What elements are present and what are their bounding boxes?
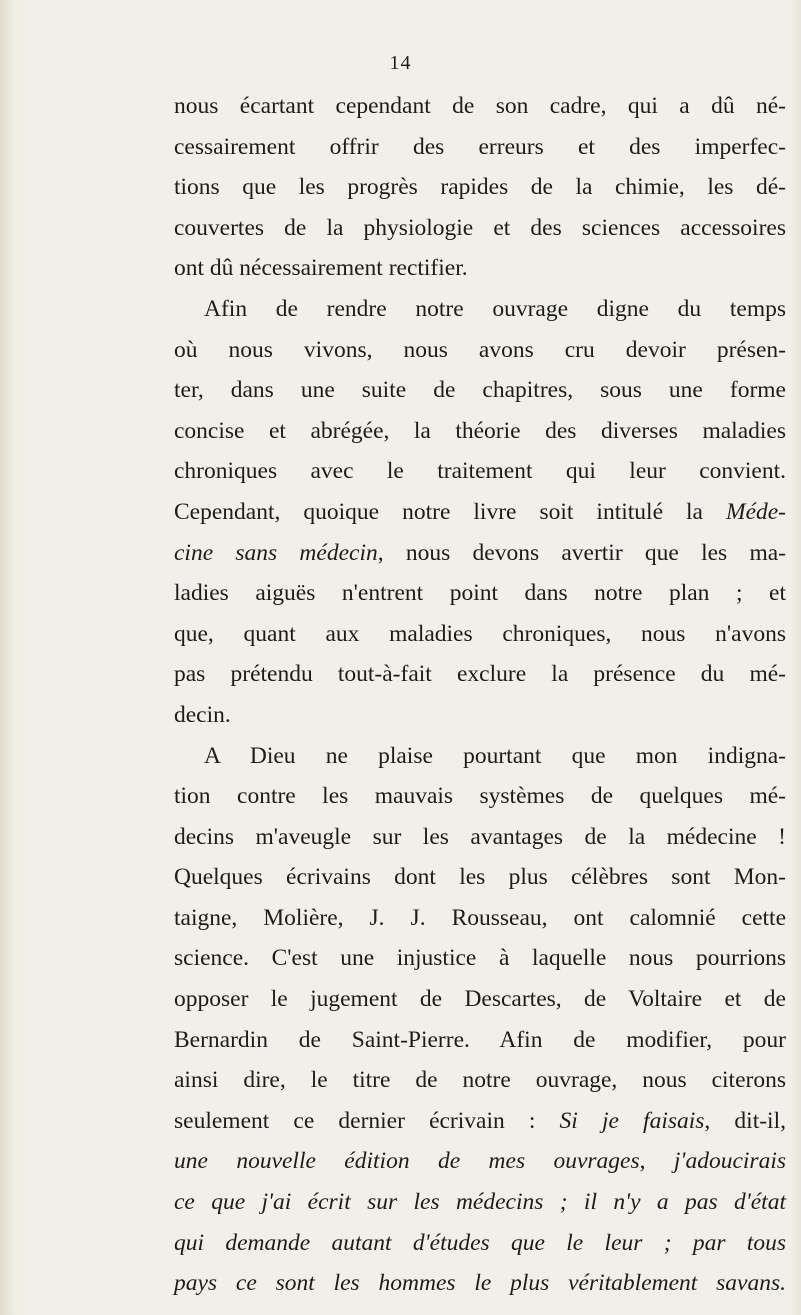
italic-quote: pays ce sont les hommes le plus véritablement savans. [174, 1270, 786, 1297]
paragraph-start: A Dieu ne plaise pourtant que mon indigna- [204, 742, 786, 769]
text-line: opposer le jugement de Descartes, de Voltaire et de [174, 986, 786, 1013]
text-line: ont dû nécessairement rectifier. [174, 255, 468, 282]
italic-quote: Si je faisais [559, 1107, 705, 1134]
italic-title: Méde- [726, 498, 787, 525]
text-line: Cependant, quoique notre livre soit intitulé la Méde- [174, 498, 787, 525]
text-line: couvertes de la physiologie et des sciences accessoires [174, 214, 786, 241]
text-line: tion contre les mauvais systèmes de quelques mé- [174, 783, 786, 810]
page-number: 14 [389, 52, 412, 74]
italic-quote: ce que j'ai écrit sur les médecins ; il n'y a pas d'état [174, 1189, 786, 1216]
text-line: concise et abrégée, la théorie des diverses maladies [174, 417, 786, 444]
text-line: science. C'est une injustice à laquelle nous pourrions [174, 945, 786, 972]
text-line: taigne, Molière, J. J. Rousseau, ont calomnié cette [174, 904, 786, 931]
italic-title: cine sans médecin [174, 539, 378, 566]
text-line: pas prétendu tout-à-fait exclure la présence du mé- [174, 661, 786, 688]
text-line: tions que les progrès rapides de la chimie, les dé- [174, 174, 786, 201]
italic-quote: une nouvelle édition de mes ouvrages [174, 1148, 640, 1175]
text-line: cine sans médecin, nous devons avertir que les ma- [174, 539, 786, 566]
text-line: Bernardin de Saint-Pierre. Afin de modifier, pour [174, 1026, 786, 1053]
text-line: une nouvelle édition de mes ouvrages, j'adoucirais [174, 1148, 786, 1175]
text-line: que, quant aux maladies chroniques, nous n'avons [174, 620, 786, 647]
text-line: cessairement offrir des erreurs et des imperfec- [174, 133, 786, 160]
paragraph-start: Afin de rendre notre ouvrage digne du temps [204, 295, 786, 322]
text-line: decins m'aveugle sur les avantages de la médecine ! [174, 823, 786, 850]
text-line: ladies aiguës n'entrent point dans notre plan ; et [174, 580, 786, 607]
text-line: chroniques avec le traitement qui leur convient. [174, 458, 786, 485]
text-line: où nous vivons, nous avons cru devoir présen- [174, 336, 786, 363]
text-line: ainsi dire, le titre de notre ouvrage, nous citerons [174, 1067, 786, 1094]
text-line: ter, dans une suite de chapitres, sous une forme [174, 377, 786, 404]
text-line: Quelques écrivains dont les plus célèbres sont Mon- [174, 864, 786, 891]
text-line: decin. [174, 701, 231, 728]
italic-quote: qui demande autant d'études que le leur ; par tous [174, 1229, 786, 1256]
text-line: seulement ce dernier écrivain : Si je faisais, dit-il, [174, 1107, 786, 1134]
body-text [174, 86, 786, 1304]
text-line: nous écartant cependant de son cadre, qui a dû né- [174, 93, 786, 119]
italic-quote: j'adoucirais [673, 1148, 786, 1175]
